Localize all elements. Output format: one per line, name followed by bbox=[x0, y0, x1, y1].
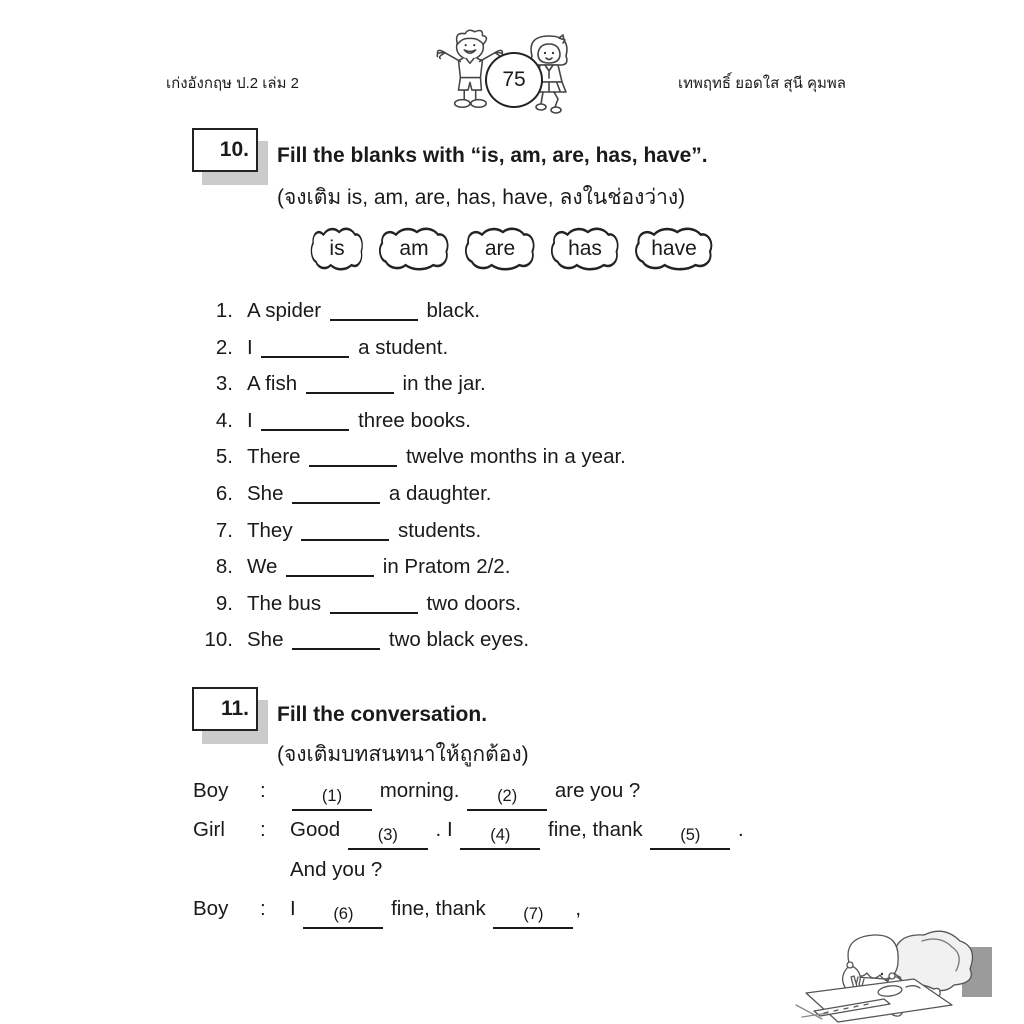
conversation-line bbox=[193, 850, 744, 889]
header-authors: เทพฤทธิ์ ยอดใส สุนี คุมพล bbox=[678, 75, 846, 92]
speaker-colon: : bbox=[260, 896, 266, 920]
fill-blank[interactable] bbox=[286, 560, 374, 577]
speaker-colon: : bbox=[260, 779, 266, 802]
speaker-colon: : bbox=[260, 818, 266, 842]
section-11-box bbox=[192, 687, 258, 731]
fill-blank[interactable] bbox=[261, 341, 349, 358]
line-content: I (6) fine, thank (7) , bbox=[290, 897, 581, 920]
exercise-item bbox=[189, 622, 626, 659]
exercise-item bbox=[189, 586, 626, 623]
blank-number: (3) bbox=[377, 826, 398, 845]
section-number: 11. bbox=[192, 687, 258, 731]
exercise-item bbox=[189, 476, 626, 513]
fill-blank[interactable] bbox=[301, 524, 389, 541]
blank-number: (7) bbox=[523, 904, 544, 923]
item-number: 5. bbox=[215, 445, 233, 469]
numbered-blank[interactable] bbox=[348, 824, 428, 850]
numbered-blank[interactable] bbox=[493, 903, 573, 929]
conversation-line bbox=[193, 810, 744, 849]
conversation-line bbox=[193, 889, 744, 928]
item-text: She two black eyes. bbox=[247, 628, 530, 652]
item-number: 4. bbox=[215, 408, 233, 432]
speaker-label: Boy bbox=[193, 779, 229, 802]
girl-writing-cartoon-icon bbox=[794, 921, 1024, 1024]
item-number: 6. bbox=[215, 481, 233, 505]
numbered-blank[interactable] bbox=[467, 785, 547, 811]
word-bank-word: is bbox=[329, 237, 345, 260]
blank-number: (2) bbox=[497, 787, 518, 805]
item-number: 7. bbox=[215, 518, 233, 542]
item-text: A fish in the jar. bbox=[247, 372, 486, 396]
item-text: She a daughter. bbox=[247, 481, 492, 505]
fill-blank[interactable] bbox=[292, 487, 380, 504]
exercise-item bbox=[189, 513, 626, 550]
exercise-item bbox=[189, 293, 626, 330]
word-bank-word: have bbox=[651, 237, 697, 260]
section-10-instruction-thai: (จงเติม is, am, are, has, have, ลงในช่องว่าง) bbox=[277, 186, 686, 209]
header-book-title: เก่งอังกฤษ ป.2 เล่ม 2 bbox=[166, 75, 300, 92]
speaker-label: Boy bbox=[193, 896, 229, 920]
item-number: 2. bbox=[215, 335, 233, 359]
line-content: And you ? bbox=[290, 857, 383, 881]
word-bank-word: has bbox=[568, 237, 602, 260]
item-number: 10. bbox=[204, 628, 233, 652]
item-text: There twelve months in a year. bbox=[247, 445, 626, 469]
item-text: The bus two doors. bbox=[247, 591, 522, 615]
word-bank bbox=[0, 226, 1024, 272]
blank-number: (5) bbox=[680, 826, 701, 845]
word-bank-bubble bbox=[378, 227, 450, 271]
numbered-blank[interactable] bbox=[292, 785, 372, 811]
fill-blank[interactable] bbox=[261, 414, 349, 431]
exercise-item bbox=[189, 403, 626, 440]
numbered-blank[interactable] bbox=[460, 824, 540, 850]
fill-blank[interactable] bbox=[306, 377, 394, 394]
blank-number: (6) bbox=[333, 904, 354, 923]
item-number: 3. bbox=[215, 372, 233, 396]
exercise-item bbox=[189, 549, 626, 586]
blank-number: (1) bbox=[321, 787, 343, 805]
section-11-instruction-thai: (จงเติมบทสนทนาให้ถูกต้อง) bbox=[277, 743, 529, 766]
item-text: I a student. bbox=[247, 335, 449, 359]
exercise-item bbox=[189, 439, 626, 476]
numbered-blank[interactable] bbox=[650, 824, 730, 850]
word-bank-word: are bbox=[484, 237, 516, 260]
fill-blank[interactable] bbox=[330, 304, 418, 321]
word-bank-word: am bbox=[399, 237, 429, 260]
item-number: 8. bbox=[215, 555, 233, 579]
conversation-line bbox=[193, 771, 744, 810]
numbered-blank[interactable] bbox=[303, 903, 383, 929]
item-text: We in Pratom 2/2. bbox=[247, 555, 511, 579]
item-number: 1. bbox=[215, 299, 233, 322]
item-text: I three books. bbox=[247, 408, 471, 432]
page-number-badge bbox=[485, 52, 543, 108]
conversation bbox=[193, 771, 744, 928]
item-text: A spider black. bbox=[247, 299, 481, 322]
section-10-title: Fill the blanks with “is, am, are, has, have”. bbox=[277, 144, 708, 167]
exercise-item bbox=[189, 366, 626, 403]
exercise-item bbox=[189, 330, 626, 367]
word-bank-bubble bbox=[634, 227, 714, 271]
word-bank-bubble bbox=[310, 227, 364, 271]
exercise-items bbox=[189, 293, 626, 659]
blank-number: (4) bbox=[490, 826, 511, 845]
word-bank-bubble bbox=[464, 227, 536, 271]
line-content: (1) morning. (2) are you ? bbox=[290, 779, 640, 802]
item-number: 9. bbox=[215, 591, 233, 615]
word-bank-bubble bbox=[550, 227, 620, 271]
fill-blank[interactable] bbox=[309, 450, 397, 467]
item-text: They students. bbox=[247, 518, 482, 542]
fill-blank[interactable] bbox=[292, 633, 380, 650]
section-11-title: Fill the conversation. bbox=[277, 703, 488, 726]
speaker-label: Girl bbox=[193, 818, 225, 842]
section-10-box bbox=[192, 128, 258, 172]
fill-blank[interactable] bbox=[330, 597, 418, 614]
page-number: 75 bbox=[502, 68, 526, 91]
section-number: 10. bbox=[192, 128, 258, 172]
line-content: Good (3) . I (4) fine, thank (5) . bbox=[290, 818, 744, 841]
